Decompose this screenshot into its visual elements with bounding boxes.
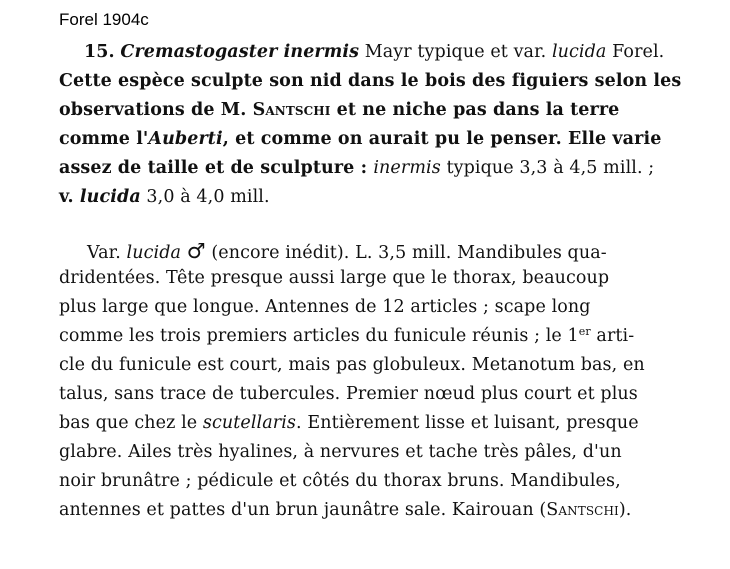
p1-line-3-text-a: observations de M. [59, 100, 253, 120]
variety-name: lucida [551, 42, 607, 62]
source-label: Forel 1904c [59, 10, 149, 29]
species-inermis: inermis [373, 158, 441, 178]
p2-line-4-text-b: arti- [590, 326, 635, 346]
p2-line-4-text-a: comme les trois premiers articles du funicule réunis ; le 1 [59, 326, 579, 346]
species-auberti: Auberti [148, 129, 223, 149]
p2-line-7-text-b: . Entièrement lisse et luisant, presque [296, 413, 639, 433]
p2-line-8: glabre. Ailes très hyalines, à nervures et tache très pâles, d'un [59, 442, 622, 462]
p2-line-7-text-a: bas que chez le [59, 413, 203, 433]
p2-line-9: noir brunâtre ; pédicule et côtés du thorax bruns. Mandibules, [59, 471, 621, 491]
species-number: 15. [84, 42, 115, 62]
author-santschi: Santschi [252, 100, 331, 120]
p1-line-4-text-a: comme l' [59, 129, 149, 149]
p2-line-1-text-a: Var. [87, 243, 127, 263]
p2-line-10-text-b: ). [618, 500, 632, 520]
p1-line-3-text-b: et ne niche pas dans la terre [330, 100, 620, 120]
p1-line-4 [59, 129, 661, 149]
p1-line-5-text-a: assez de taille et de sculpture : [59, 158, 374, 178]
species-name: Cremastogaster inermis [120, 42, 360, 62]
p1-line-1-text-a: Mayr typique et var. [359, 42, 552, 62]
p2-line-5: cle du funicule est court, mais pas globuleux. Metanotum bas, en [59, 355, 645, 375]
p2-line-10-text-a: antennes et pattes d'un brun jaunâtre sale. Kairouan ( [59, 500, 547, 520]
superscript-er: er [578, 325, 591, 338]
male-symbol-icon: ♂ [186, 239, 206, 263]
variety-lucida-2: lucida [126, 243, 182, 263]
p2-line-1-text-b: (encore inédit). L. 3,5 mill. Mandibules qua- [205, 243, 607, 263]
p1-line-1 [84, 42, 664, 62]
p2-line-4 [59, 326, 634, 346]
p1-line-6 [59, 187, 270, 207]
species-scutellaris: scutellaris [202, 413, 297, 433]
p2-line-3: plus large que longue. Antennes de 12 articles ; scape long [59, 297, 591, 317]
p2-line-6: talus, sans trace de tubercules. Premier nœud plus court et plus [59, 384, 638, 404]
p1-line-6-text-b: 3,0 à 4,0 mill. [140, 187, 270, 207]
p2-line-7 [59, 413, 639, 433]
p1-line-6-text-a: v. [59, 187, 80, 207]
author-santschi-2: Santschi [546, 500, 619, 520]
variety-lucida: lucida [79, 187, 141, 207]
p1-line-5-text-b: typique 3,3 à 4,5 mill. ; [440, 158, 655, 178]
p1-line-1-text-b: Forel. [606, 42, 665, 62]
p1-line-5 [59, 158, 654, 178]
p2-line-1 [87, 239, 607, 263]
p1-line-2: Cette espèce sculpte son nid dans le bois des figuiers selon les [59, 71, 682, 91]
p2-line-10 [59, 500, 631, 520]
p2-line-2: dridentées. Tête presque aussi large que le thorax, beaucoup [59, 268, 610, 288]
p1-line-4-text-b: , et comme on aurait pu le penser. Elle varie [222, 129, 662, 149]
p1-line-3 [59, 100, 619, 120]
